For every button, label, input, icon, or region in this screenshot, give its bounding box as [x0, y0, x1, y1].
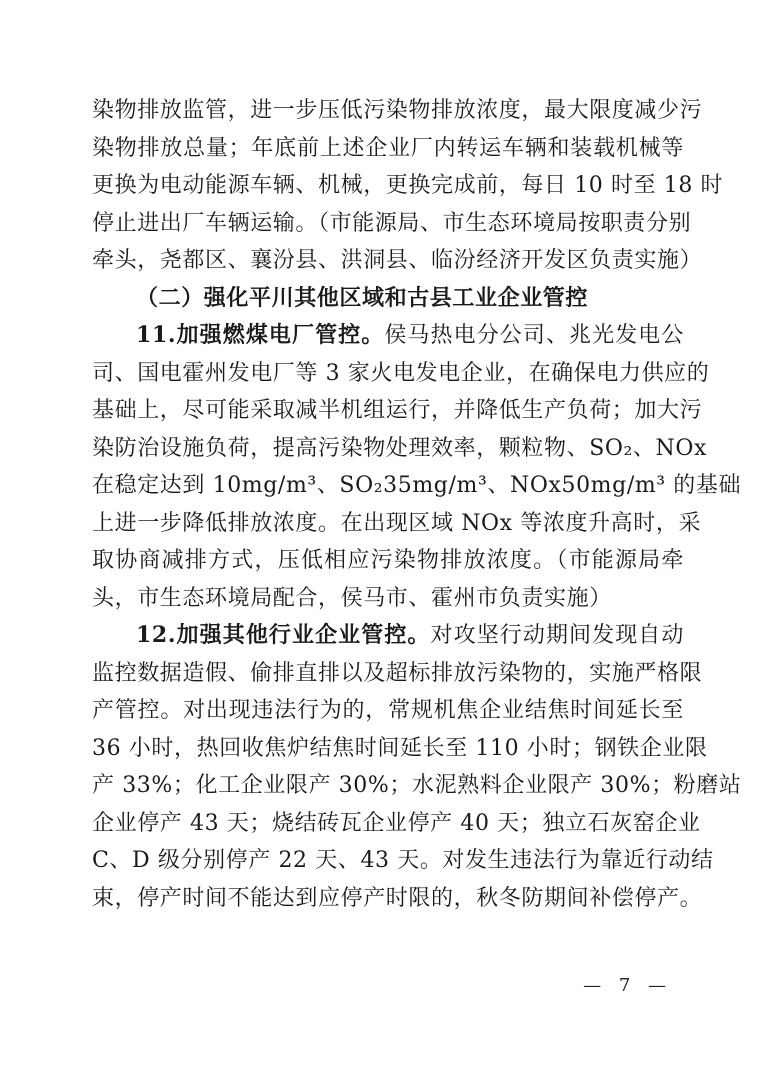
text-line: 染防治设施负荷，提高污染物处理效率，颗粒物、SO₂、NOx [92, 435, 708, 461]
item-12-title: 12.加强其他行业企业管控。 [136, 622, 431, 648]
text-line: 监控数据造假、偷排直排以及超标排放污染物的，实施严格限 [92, 660, 703, 686]
text-line: 染物排放总量；年底前上述企业厂内转运车辆和装载机械等 [92, 135, 684, 161]
text-line: 取协商减排方式，压低相应污染物排放浓度。（市能源局牵 [92, 548, 684, 573]
item-12-first-line-text: 对攻坚行动期间发现自动 [430, 623, 684, 648]
document-body [92, 92, 742, 917]
text-line: 企业停产 43 天；烧结砖瓦企业停产 40 天；独立石灰窑企业 [92, 810, 701, 836]
text-line: C、D 级分别停产 22 天、43 天。对发生违法行为靠近行动结 [92, 848, 714, 873]
text-line: 头，市生态环境局配合，侯马市、霍州市负责实施） [92, 585, 612, 611]
section-heading-text: （二）强化平川其他区域和古县工业企业管控 [136, 284, 589, 311]
text-line: 产管控。对出现违法行为的，常规机焦企业结焦时间延长至 [92, 698, 684, 723]
item-11-first-line [92, 317, 684, 355]
text-line: 产 33%；化工企业限产 30%；水泥熟料企业限产 30%；粉磨站 [92, 773, 742, 798]
text-line: 36 小时，热回收焦炉结焦时间延长至 110 小时；钢铁企业限 [92, 735, 708, 761]
text-line: 司、国电霍州发电厂等 3 家火电发电企业，在确保电力供应的 [92, 360, 710, 386]
text-line: 在稳定达到 10mg/m³、SO₂35mg/m³、NOx50mg/m³ 的基础 [92, 473, 742, 498]
text-line: 牵头，尧都区、襄汾县、洪洞县、临汾经济开发区负责实施） [92, 248, 703, 273]
item-11-first-line-text: 侯马热电分公司、兆光发电公 [384, 323, 684, 348]
item-12-paragraph [92, 617, 742, 917]
text-line: 上进一步降低排放浓度。在出现区域 NOx 等浓度升高时，采 [92, 510, 702, 536]
item-12-first-line [92, 617, 684, 655]
text-line: 束，停产时间不能达到应停产时限的，秋冬防期间补偿停产。 [92, 885, 703, 911]
text-line: 染物排放监管，进一步压低污染物排放浓度，最大限度减少污 [92, 98, 703, 123]
paragraph-continuation [92, 92, 724, 280]
section-heading [92, 280, 684, 318]
text-line: 基础上，尽可能采取减半机组运行，并降低生产负荷；加大污 [92, 398, 703, 423]
item-11-title: 11.加强燃煤电厂管控。 [136, 322, 385, 348]
text-line: 停止进出厂车辆运输。（市能源局、市生态环境局按职责分别 [92, 210, 692, 236]
item-11-paragraph [92, 317, 742, 617]
page-number: — 7 — [583, 975, 672, 996]
text-line: 更换为电动能源车辆、机械，更换完成前，每日 10 时至 18 时 [92, 173, 724, 198]
